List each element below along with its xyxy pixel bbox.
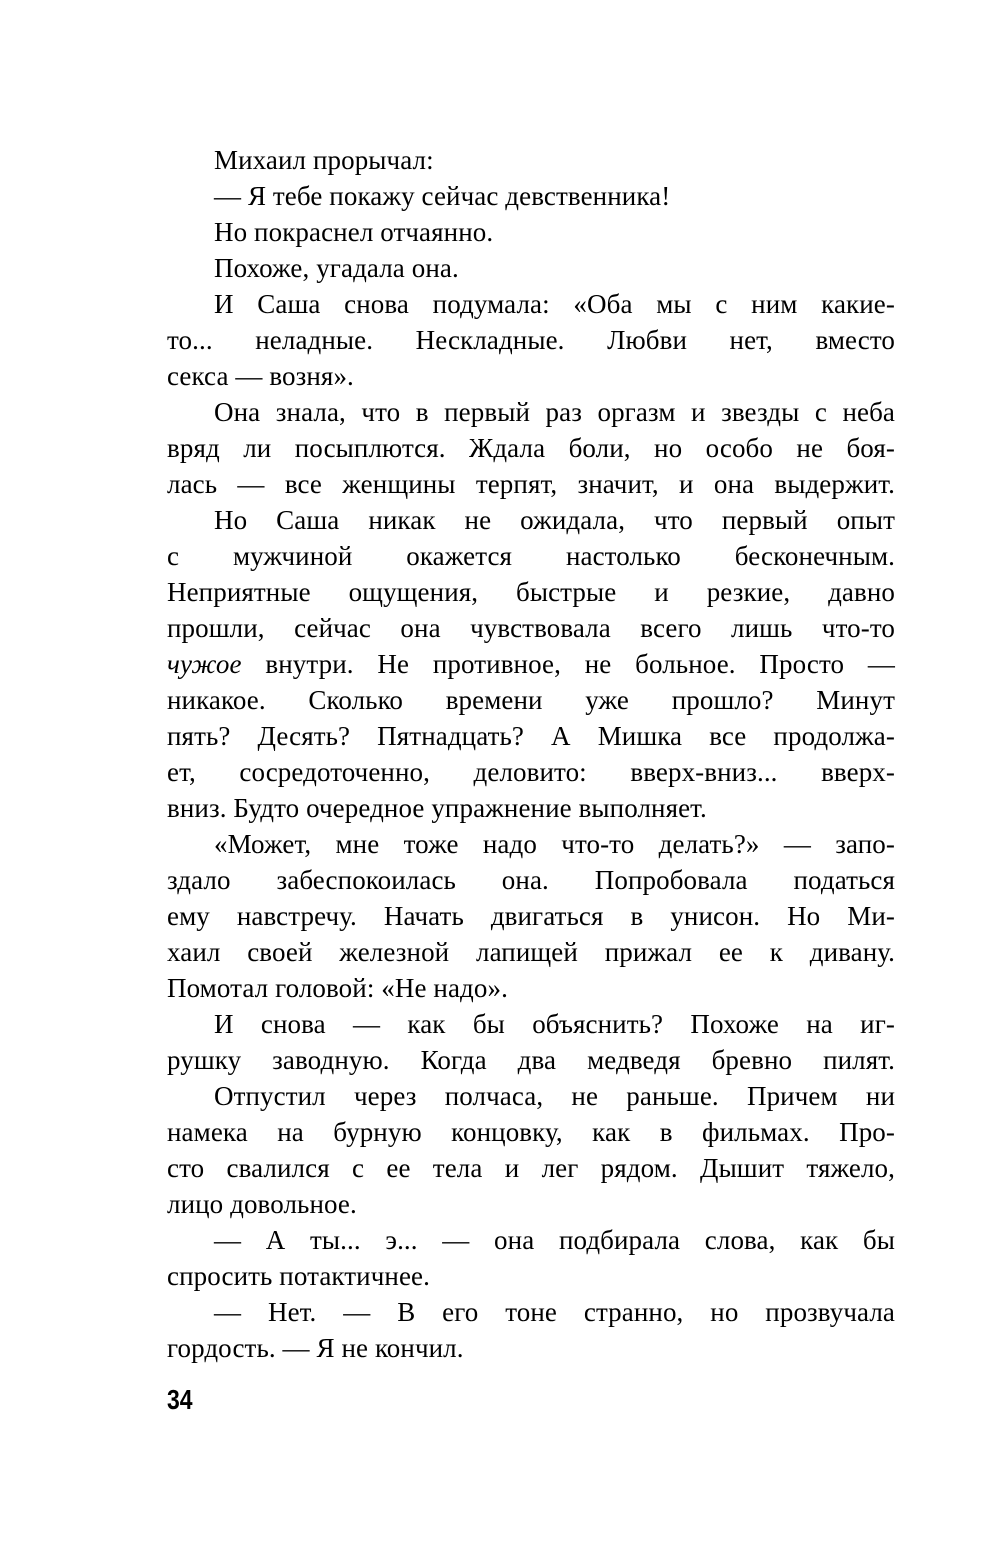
text-line: Она знала, что в первый раз оргазм и звезды с неба: [214, 397, 895, 427]
text-line: вниз. Будто очередное упражнение выполняет.: [167, 793, 707, 823]
text-line: Похоже, угадала она.: [214, 253, 459, 283]
text-line: Михаил прорычал:: [214, 145, 434, 175]
text-block: [167, 142, 895, 1366]
text-line: И Саша снова подумала: «Оба мы с ним какие-: [214, 289, 895, 319]
text-line: никакое. Сколько времени уже прошло? Минут: [167, 685, 895, 715]
text-line: — Я тебе покажу сейчас девственника!: [214, 181, 671, 211]
text-line: с мужчиной окажется настолько бесконечным.: [167, 541, 895, 571]
text-line: Но покраснел отчаянно.: [214, 217, 494, 247]
text-line: гордость. — Я не кончил.: [167, 1333, 464, 1363]
text-line: рушку заводную. Когда два медведя бревно пилят.: [167, 1045, 895, 1075]
text-line: ему навстречу. Начать двигаться в унисон. Но Ми-: [167, 901, 895, 931]
text-line: секса — возня».: [167, 361, 354, 391]
text-line: намека на бурную концовку, как в фильмах. Про-: [167, 1117, 895, 1147]
text-line: хаил своей железной лапищей прижал ее к дивану.: [167, 937, 895, 967]
text-line: Но Саша никак не ожидала, что первый опыт: [214, 505, 895, 535]
text-line: сто свалился с ее тела и лег рядом. Дышит тяжело,: [167, 1153, 895, 1183]
text-line: Помотал головой: «Не надо».: [167, 973, 508, 1003]
text-line: [167, 646, 895, 682]
text-line: вряд ли посыплются. Ждала боли, но особо не боя-: [167, 433, 895, 463]
text-line: И снова — как бы объяснить? Похоже на иг-: [214, 1009, 895, 1039]
text-line: здало забеспокоилась она. Попробовала податься: [167, 865, 895, 895]
text-line: Неприятные ощущения, быстрые и резкие, давно: [167, 577, 895, 607]
text-line: пять? Десять? Пятнадцать? А Мишка все продолжа-: [167, 721, 895, 751]
italic-word: чужое: [167, 649, 242, 679]
text-line: — А ты... э... — она подбирала слова, как бы: [214, 1225, 895, 1255]
text-line: лась — все женщины терпят, значит, и она выдержит.: [167, 469, 895, 499]
text-line: — Нет. — В его тоне странно, но прозвучала: [214, 1297, 895, 1327]
text-line: спросить потактичнее.: [167, 1261, 430, 1291]
text-line-rest: внутри. Не противное, не больное. Просто —: [265, 649, 895, 679]
text-line: лицо довольное.: [167, 1189, 357, 1219]
text-line: Отпустил через полчаса, не раньше. Причем ни: [214, 1081, 895, 1111]
text-line: то... неладные. Нескладные. Любви нет, вместо: [167, 325, 895, 355]
text-line: «Может, мне тоже надо что-то делать?» — запо-: [214, 829, 895, 859]
page-number: 34: [167, 1384, 193, 1415]
text-line: ет, сосредоточенно, деловито: вверх-вниз... вверх-: [167, 757, 895, 787]
text-line: прошли, сейчас она чувствовала всего лишь что-то: [167, 613, 895, 643]
